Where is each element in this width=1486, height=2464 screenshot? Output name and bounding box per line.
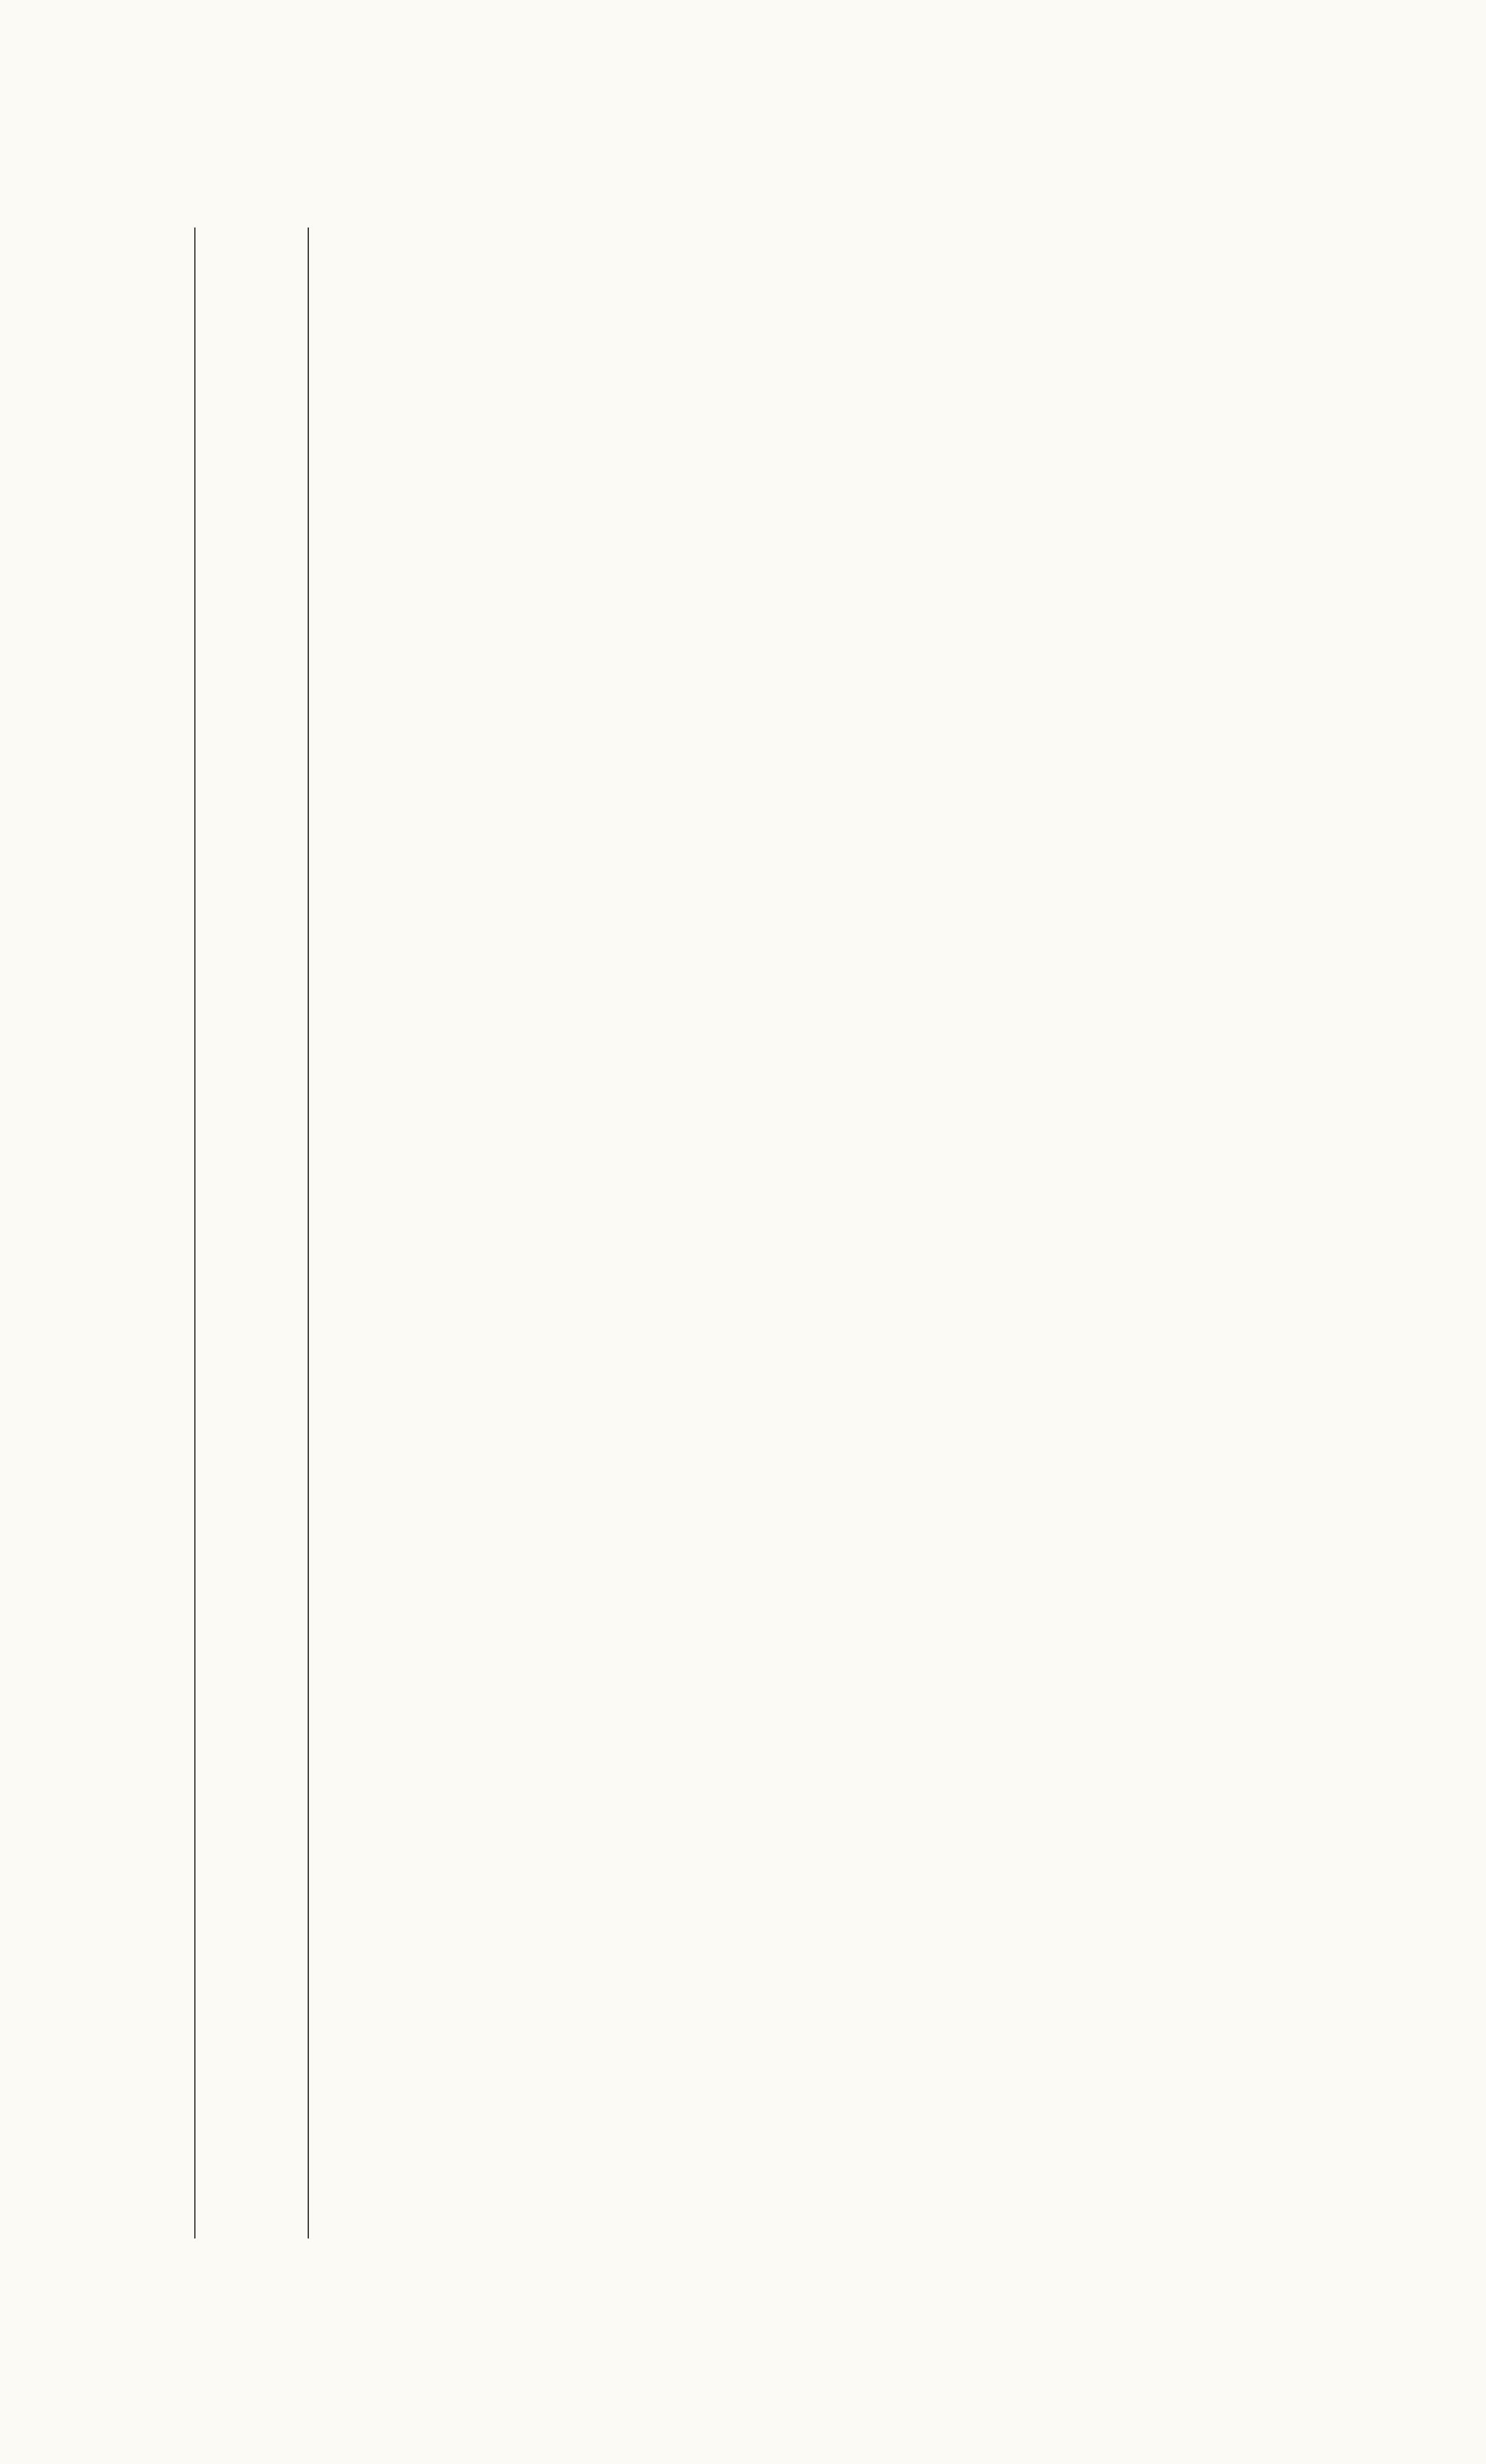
table-header-row bbox=[196, 227, 309, 2238]
state-coal-mines-table bbox=[194, 227, 1380, 2238]
table-body bbox=[309, 227, 1380, 2238]
rotated-table-wrapper bbox=[156, 227, 1382, 2238]
